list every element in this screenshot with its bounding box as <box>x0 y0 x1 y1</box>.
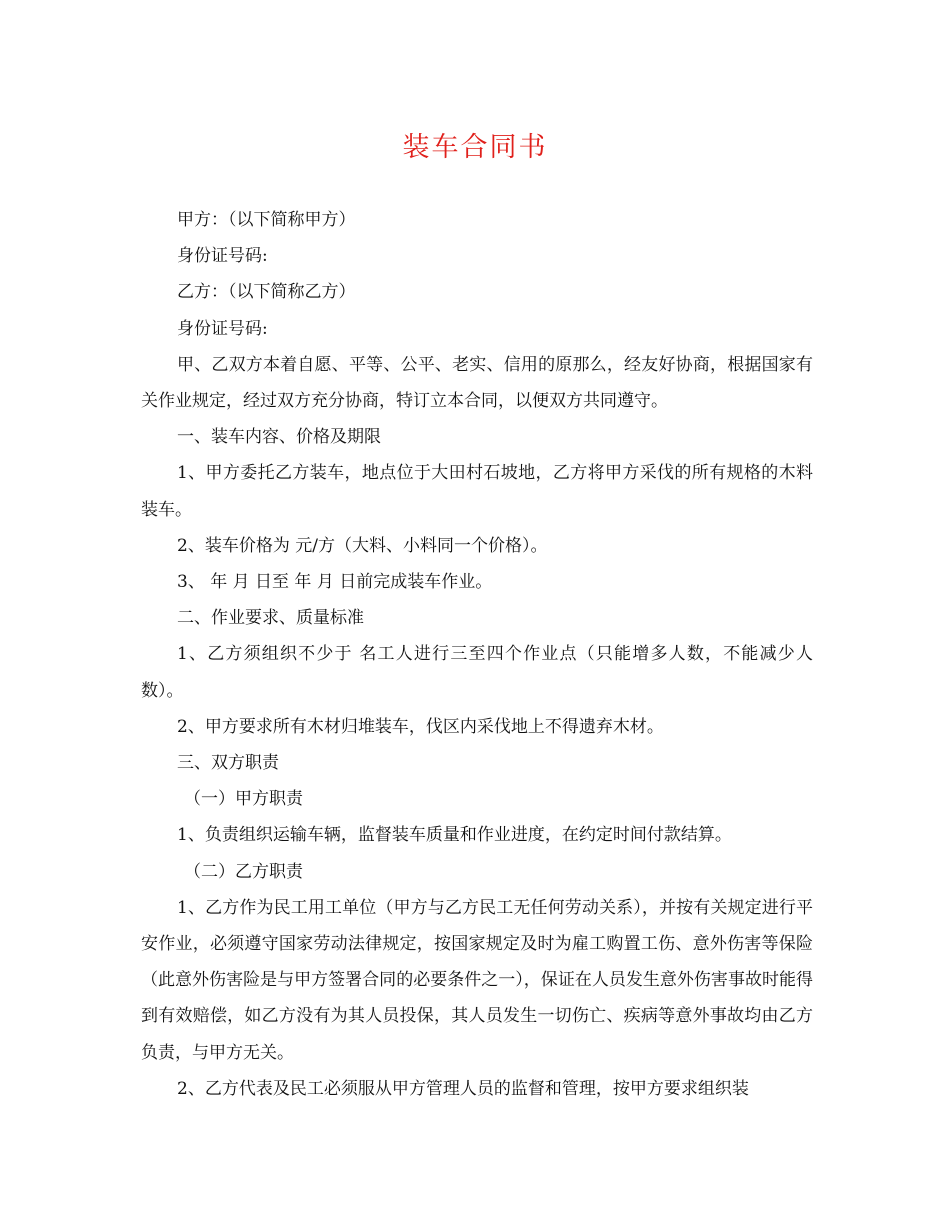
subsection-heading-party-a: （一）甲方职责 <box>184 789 303 810</box>
clause-3-a-1: 1、负责组织运输车辆，监督装车质量和作业进度，在约定时间付款结算。 <box>177 825 732 846</box>
clause-2-2: 2、甲方要求所有木材归堆装车，伐区内采伐地上不得遗弃木材。 <box>177 716 664 737</box>
document-body <box>141 202 813 1107</box>
clause-1-2: 2、装车价格为 元/方（大料、小料同一个价格）。 <box>177 535 548 556</box>
clause-3-b-2: 2、乙方代表及民工必须服从甲方管理人员的监督和管理，按甲方要求组织装 <box>177 1078 749 1099</box>
party-b-line: 乙方：（以下简称乙方） <box>177 282 356 303</box>
party-a-line: 甲方：（以下简称甲方） <box>177 210 356 230</box>
section-heading-2: 二、作业要求、质量标准 <box>177 608 364 629</box>
section-heading-1: 一、装车内容、价格及期限 <box>177 427 381 448</box>
clause-1-1: 1、甲方委托乙方装车，地点位于大田村石坡地，乙方将甲方采伐的所有规格的木料装车。 <box>141 463 813 520</box>
section-heading-3: 三、双方职责 <box>177 753 279 774</box>
document-title: 装车合同书 <box>402 132 548 163</box>
clause-2-1: 1、乙方须组织不少于 名工人进行三至四个作业点（只能增多人数，不能减少人数）。 <box>141 644 813 701</box>
clause-1-3: 3、 年 月 日至 年 月 日前完成装车作业。 <box>177 572 493 593</box>
preamble-paragraph: 甲、乙双方本着自愿、平等、公平、老实、信用的原那么，经友好协商，根据国家有关作业规定，经过双方充分协商，特订立本合同，以便双方共同遵守。 <box>141 354 813 412</box>
subsection-heading-party-b: （二）乙方职责 <box>184 861 303 882</box>
party-a-id-line: 身份证号码: <box>177 246 268 267</box>
party-b-id-line: 身份证号码: <box>177 318 268 339</box>
clause-3-b-1: 1、乙方作为民工用工单位（甲方与乙方民工无任何劳动关系），并按有关规定进行平安作业，必须遵守国家劳动法律规定，按国家规定及时为雇工购置工伤、意外伤害等保险（此意外伤害险是与甲方签署合同的必要条件之一），保证在人员发生意外伤害事故时能得到有效赔偿，如乙方没有为其人员投保，其人员发生一切伤亡、疾病等意外事故均由乙方负责，与甲方无关。 <box>141 897 813 1063</box>
